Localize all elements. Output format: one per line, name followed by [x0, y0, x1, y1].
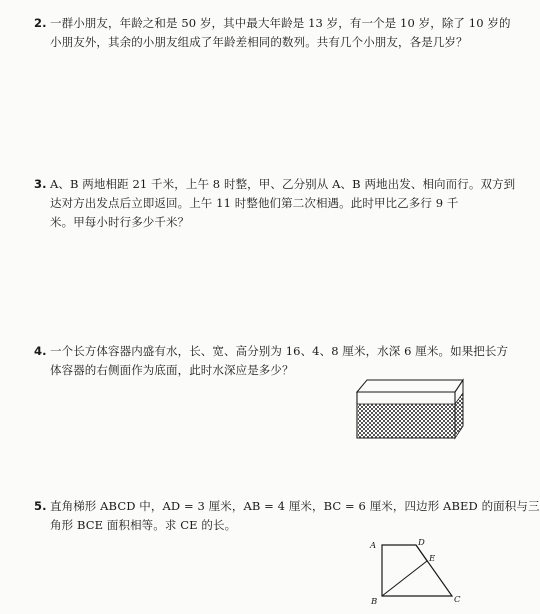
problem-2-text-2: 小朋友外，其余的小朋友组成了年龄差相同的数列。共有几个小朋友，各是几岁？ — [50, 35, 468, 49]
problem-3-text-2: 达对方出发点后立即返回。上午 11 时整他们第二次相遇。此时甲比乙多行 9 千 — [50, 196, 459, 210]
problem-2-number: 2. — [34, 16, 47, 30]
water-container-figure — [355, 376, 465, 442]
problem-3-line-1 — [34, 175, 516, 194]
problem-2-text-1: 一群小朋友，年龄之和是 50 岁，其中最大年龄是 13 岁，有一个是 10 岁，除了 10 岁的 — [50, 16, 511, 30]
water-fill — [358, 404, 455, 438]
problem-3-text-3: 米。甲每小时行多少千米？ — [50, 215, 190, 229]
label-A: A — [370, 541, 377, 551]
label-D: D — [418, 538, 425, 548]
label-B: B — [371, 597, 378, 607]
problem-3-text-1: A、B 两地相距 21 千米，上午 8 时整，甲、乙分别从 A、B 两地出发、相向而行。双方到 — [50, 177, 516, 191]
problem-2 — [34, 14, 511, 52]
problem-4-text-1: 一个长方体容器内盛有水，长、宽、高分别为 16、4、8 厘米，水深 6 厘米。如果把长方 — [50, 344, 509, 358]
label-C: C — [454, 595, 461, 605]
problem-5-number: 5. — [34, 499, 47, 513]
problem-4 — [34, 342, 509, 380]
problem-2-line-1 — [34, 14, 511, 33]
problem-4-line-1 — [34, 342, 509, 361]
problem-4-number: 4. — [34, 344, 47, 358]
trapezoid-drawing — [364, 536, 472, 606]
problem-5-text-2: 角形 BCE 面积相等。求 CE 的长。 — [50, 518, 237, 532]
problem-4-text-2: 体容器的右侧面作为底面，此时水深应是多少？ — [50, 363, 294, 377]
problem-5 — [34, 497, 540, 535]
trapezoid-figure — [364, 536, 472, 606]
water-container-drawing — [355, 376, 465, 442]
problem-3-number: 3. — [34, 177, 47, 191]
problem-5-line-1 — [34, 497, 540, 516]
problem-3 — [34, 175, 516, 232]
label-E: E — [429, 554, 436, 564]
problem-5-text-1: 直角梯形 ABCD 中，AD = 3 厘米，AB = 4 厘米，BC = 6 厘米，四边形 ABED 的面积与三 — [50, 499, 540, 513]
